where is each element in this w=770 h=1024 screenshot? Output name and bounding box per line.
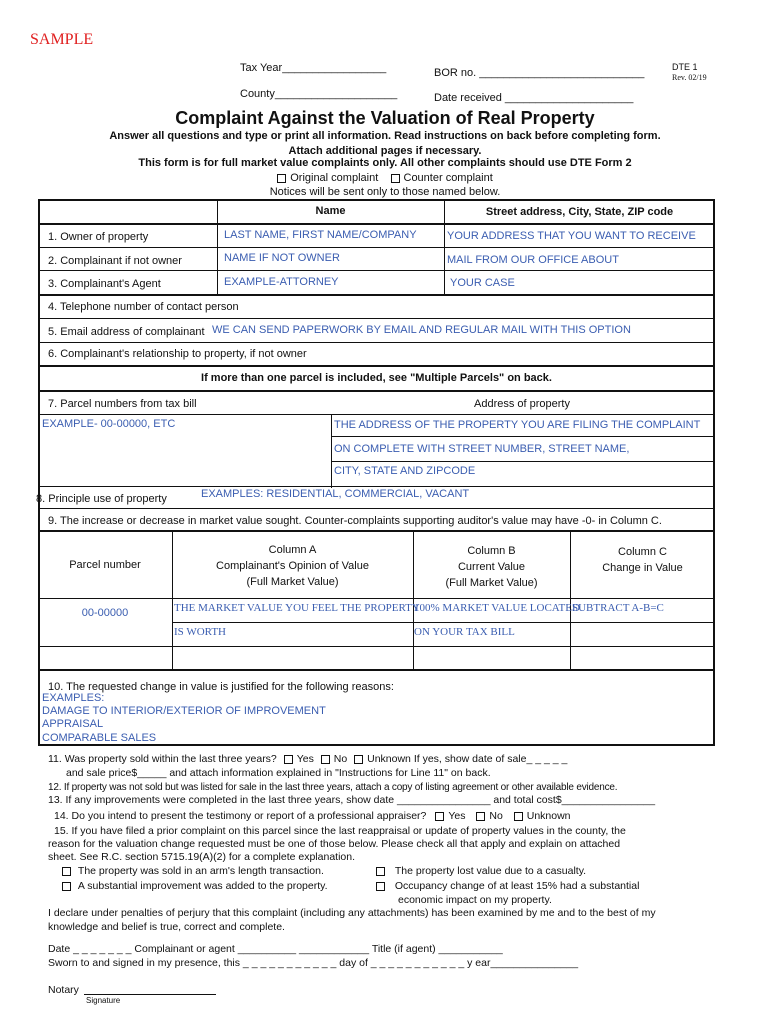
property-address-line-3[interactable]: CITY, STATE AND ZIPCODE bbox=[334, 465, 476, 477]
q15-occupancy-checkbox[interactable] bbox=[376, 882, 385, 891]
notary-signature-line[interactable] bbox=[84, 994, 216, 995]
q15-occupancy-label: Occupancy change of at least 15% had a substantial bbox=[394, 880, 640, 892]
q11-no-checkbox[interactable] bbox=[321, 755, 330, 764]
sample-watermark: SAMPLE bbox=[30, 31, 94, 48]
col-b-note: (Full Market Value) bbox=[445, 577, 538, 589]
complainant-address-field[interactable]: MAIL FROM OUR OFFICE ABOUT bbox=[447, 254, 619, 266]
value-change-intro: 9. The increase or decrease in market value sought. Counter-complaints supporting auditor's value may have -0- in Column C. bbox=[48, 515, 662, 527]
q12-text: 12. If property was not sold but was listed for sale in the last three years, attach a copy of listing agreement or other available evidence. bbox=[48, 782, 618, 793]
property-address-label: Address of property bbox=[474, 398, 570, 410]
principal-use-field[interactable]: EXAMPLES: RESIDENTIAL, COMMERCIAL, VACANT bbox=[201, 488, 470, 500]
col-a-value-line-2[interactable]: IS WORTH bbox=[174, 626, 226, 638]
col-b-subtitle: Current Value bbox=[457, 561, 526, 573]
col-b-value-line-1[interactable]: 100% MARKET VALUE LOCATED bbox=[414, 602, 580, 614]
parcel-number-field[interactable]: EXAMPLE- 00-00000, ETC bbox=[42, 418, 176, 430]
signature-caption: Signature bbox=[86, 996, 121, 1005]
date-received-field[interactable]: Date received _____________________ bbox=[434, 92, 634, 104]
col-a-note: (Full Market Value) bbox=[246, 576, 339, 588]
email-field[interactable]: WE CAN SEND PAPERWORK BY EMAIL AND REGULAR MAIL WITH THIS OPTION bbox=[212, 324, 631, 336]
property-address-line-1[interactable]: THE ADDRESS OF THE PROPERTY YOU ARE FILING THE COMPLAINT bbox=[334, 419, 701, 431]
q11-sale-price[interactable]: and sale price$_____ and attach information explained in "Instructions for Line 11" on back. bbox=[66, 767, 491, 779]
col-a-subtitle: Complainant's Opinion of Value bbox=[216, 560, 369, 572]
agent-name-field[interactable]: EXAMPLE-ATTORNEY bbox=[224, 276, 339, 288]
original-complaint-label: Original complaint bbox=[290, 172, 379, 184]
form-id: DTE 1 bbox=[672, 62, 698, 72]
q14-no-label: No bbox=[489, 810, 503, 822]
q11-no-label: No bbox=[333, 753, 348, 765]
q14-unknown-label: Unknown bbox=[526, 810, 571, 822]
form-revision: Rev. 02/19 bbox=[672, 73, 707, 82]
original-complaint-checkbox[interactable] bbox=[277, 174, 286, 183]
owner-name-field[interactable]: LAST NAME, FIRST NAME/COMPANY bbox=[224, 229, 417, 241]
owner-address-field[interactable]: YOUR ADDRESS THAT YOU WANT TO RECEIVE bbox=[447, 230, 696, 242]
reasons-line-2[interactable]: DAMAGE TO INTERIOR/EXTERIOR OF IMPROVEMENT bbox=[42, 705, 326, 717]
col-c-title: Column C bbox=[618, 546, 667, 558]
value-parcel-number[interactable]: 00-00000 bbox=[81, 607, 129, 619]
agent-label: 3. Complainant's Agent bbox=[48, 278, 161, 290]
col-b-title: Column B bbox=[467, 545, 516, 557]
date-complainant-line[interactable]: Date _ _ _ _ _ _ _ Complainant or agent __________ ____________ Title (if agent) ___________ bbox=[48, 943, 503, 955]
q11-yes-checkbox[interactable] bbox=[284, 755, 293, 764]
telephone-field[interactable]: 4. Telephone number of contact person bbox=[48, 301, 239, 313]
q14-row bbox=[54, 810, 571, 822]
q15-option-occupancy bbox=[376, 880, 639, 892]
q15-line-1: 15. If you have filed a prior complaint on this parcel since the last reappraisal or update of property values in the county, the bbox=[54, 825, 626, 837]
declaration-line-2: knowledge and belief is true, correct and complete. bbox=[48, 921, 285, 933]
complainant-name-field[interactable]: NAME IF NOT OWNER bbox=[224, 252, 340, 264]
q14-yes-checkbox[interactable] bbox=[435, 812, 444, 821]
col-a-title: Column A bbox=[268, 544, 317, 556]
relationship-field[interactable]: 6. Complainant's relationship to property, if not owner bbox=[48, 348, 307, 360]
tax-year-field[interactable]: Tax Year_________________ bbox=[240, 62, 387, 74]
q14-no-checkbox[interactable] bbox=[476, 812, 485, 821]
county-field[interactable]: County____________________ bbox=[240, 88, 398, 100]
instruction-3: This form is for full market value complaints only. All other complaints should use DTE Form 2 bbox=[138, 157, 632, 169]
col-parcel-number: Parcel number bbox=[69, 559, 141, 571]
agent-address-field[interactable]: YOUR CASE bbox=[450, 277, 515, 289]
property-address-line-2[interactable]: ON COMPLETE WITH STREET NUMBER, STREET NAME, bbox=[334, 443, 630, 455]
col-address-header: Street address, City, State, ZIP code bbox=[485, 206, 674, 218]
q15-line-2: reason for the valuation change requested must be one of those below. Please check all that apply and explain on attached bbox=[48, 838, 621, 850]
q14-question: 14. Do you intend to present the testimony or report of a professional appraiser? bbox=[54, 810, 427, 822]
q15-option-improvement bbox=[62, 880, 328, 892]
multiple-parcels-note: If more than one parcel is included, see "Multiple Parcels" on back. bbox=[201, 372, 552, 384]
q15-sold-checkbox[interactable] bbox=[62, 867, 71, 876]
q11-unknown-checkbox[interactable] bbox=[354, 755, 363, 764]
q15-improvement-label: A substantial improvement was added to the property. bbox=[77, 880, 328, 892]
q11-unknown-label: Unknown bbox=[367, 753, 411, 765]
bor-number-field[interactable]: BOR no. ___________________________ bbox=[434, 67, 645, 79]
q11-yes-label: Yes bbox=[296, 753, 314, 765]
q15-casualty-checkbox[interactable] bbox=[376, 867, 385, 876]
q15-improvement-checkbox[interactable] bbox=[62, 882, 71, 891]
notices-note: Notices will be sent only to those named below. bbox=[269, 186, 501, 198]
instruction-1: Answer all questions and type or print all information. Read instructions on back before completing form. bbox=[109, 130, 661, 142]
q15-option-sold bbox=[62, 865, 324, 877]
counter-complaint-checkbox[interactable] bbox=[391, 174, 400, 183]
q15-sold-label: The property was sold in an arm's length transaction. bbox=[77, 865, 324, 877]
q13-text[interactable]: 13. If any improvements were completed in the last three years, show date ________________ and total cost$________________ bbox=[48, 794, 656, 806]
principal-use-label: 8. Principle use of property bbox=[36, 493, 167, 505]
col-b-value-line-2[interactable]: ON YOUR TAX BILL bbox=[414, 626, 515, 638]
page-title: Complaint Against the Valuation of Real Property bbox=[175, 108, 595, 128]
sworn-line[interactable]: Sworn to and signed in my presence, this _ _ _ _ _ _ _ _ _ _ _ day of _ _ _ _ _ _ _ _ _ _ _ y ear_______________ bbox=[48, 957, 579, 969]
reasons-line-1[interactable]: EXAMPLES: bbox=[42, 692, 105, 704]
q15-option-casualty bbox=[376, 865, 586, 877]
col-c-value[interactable]: SUBTRACT A-B=C bbox=[572, 602, 664, 614]
complaint-type-row bbox=[0, 172, 770, 184]
owner-label: 1. Owner of property bbox=[48, 231, 149, 243]
q11-question: 11. Was property sold within the last three years? bbox=[48, 753, 277, 765]
q15-casualty-label: The property lost value due to a casualty. bbox=[394, 865, 587, 877]
q11-sale-date[interactable]: If yes, show date of sale_ _ _ _ _ bbox=[413, 753, 568, 765]
q15-line-3: sheet. See R.C. section 5715.19(A)(2) for a complete explanation. bbox=[48, 851, 356, 863]
parcel-numbers-label: 7. Parcel numbers from tax bill bbox=[48, 398, 197, 410]
q11-row bbox=[48, 753, 567, 765]
col-c-subtitle: Change in Value bbox=[602, 562, 683, 574]
email-label: 5. Email address of complainant bbox=[48, 326, 205, 338]
complainant-label: 2. Complainant if not owner bbox=[48, 255, 182, 267]
notary-label: Notary bbox=[48, 984, 79, 996]
instruction-2: Attach additional pages if necessary. bbox=[288, 145, 482, 157]
reasons-label: 10. The requested change in value is justified for the following reasons: bbox=[48, 681, 394, 693]
reasons-line-3[interactable]: APPRAISAL bbox=[42, 718, 104, 730]
q14-yes-label: Yes bbox=[448, 810, 466, 822]
counter-complaint-label: Counter complaint bbox=[403, 172, 493, 184]
q15-occupancy-label-2: economic impact on my property. bbox=[398, 894, 552, 906]
q14-unknown-checkbox[interactable] bbox=[514, 812, 523, 821]
declaration-line-1: I declare under penalties of perjury that this complaint (including any attachments) has been examined by me and to the best of my bbox=[48, 907, 656, 919]
reasons-line-4[interactable]: COMPARABLE SALES bbox=[42, 732, 157, 744]
col-a-value-line-1[interactable]: THE MARKET VALUE YOU FEEL THE PROPERTY bbox=[174, 602, 420, 614]
col-name-header: Name bbox=[315, 205, 346, 217]
